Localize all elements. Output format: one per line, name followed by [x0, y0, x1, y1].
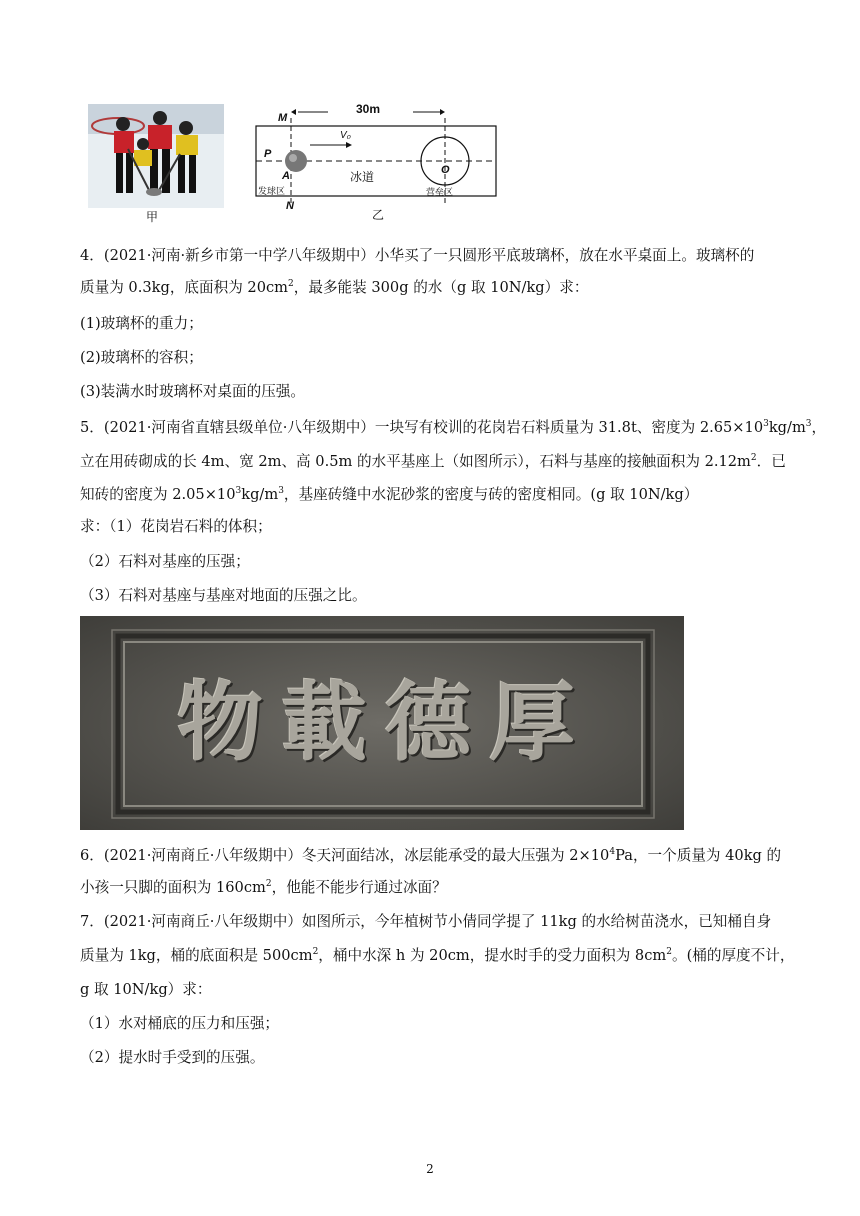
label-P: P	[264, 148, 272, 160]
q4-line-1: 4．(2021·河南·新乡市第一中学八年级期中）小华买了一只圆形平底玻璃杯，放在水平桌面上。玻璃杯的	[80, 247, 755, 264]
lane-label: 冰道	[350, 170, 375, 184]
q5-line-2: 立在用砖砌成的长 4m、宽 2m、高 0.5m 的水平基座上（如图所示），石料与基座的接触面积为 $2.12m^2$．已	[80, 453, 786, 470]
distance-label: 30m	[356, 102, 381, 116]
q7-line-3: g 取 10N/kg）求：	[80, 981, 212, 998]
diagram-caption: 乙	[372, 208, 385, 222]
house-zone-label: 营垒区	[426, 188, 454, 198]
q4-line-2: 质量为 0.3kg，底面积为 $20cm^2$，最多能装 300g 的水（g 取 10N/kg）求：	[80, 279, 589, 296]
q5-line-1: 5．(2021·河南省直辖县级单位·八年级期中）一块写有校训的花岗岩石料质量为 31.8t、密度为 $2.65\times 10^3kg/m^3$，	[80, 419, 827, 436]
label-A: A	[282, 170, 290, 182]
q4-item-1: (1)玻璃杯的重力；	[80, 315, 203, 332]
curling-lane-diagram	[248, 102, 508, 228]
q5-item-2: （2）石料对基座的压强；	[80, 553, 250, 570]
q6-line-1: 6．(2021·河南商丘·八年级期中）冬天河面结冰，冰层能承受的最大压强为 $2\times 10^4Pa$，一个质量为 40kg 的	[80, 847, 782, 864]
q5-line-3: 知砖的密度为 $2.05\times 10^3kg/m^3$，基座砖缝中水泥砂浆的密度与砖的密度相同。(g 取 10N/kg）	[80, 486, 699, 503]
q4-item-2: (2)玻璃杯的容积；	[80, 349, 203, 366]
q6-line-2: 小孩一只脚的面积为 $160cm^2$，他能不能步行通过冰面？	[80, 879, 447, 896]
curling-photo-image	[88, 104, 224, 208]
velocity-label: V₀	[340, 130, 351, 141]
label-N: N	[286, 200, 294, 212]
q5-item-3: （3）石料对基座与基座对地面的压强之比。	[80, 587, 367, 604]
granite-stone-photo	[80, 616, 684, 830]
launch-zone-label: 发球区	[258, 187, 286, 197]
q7-line-2: 质量为 1kg，桶的底面积是 $500cm^2$，桶中水深 h 为 20cm，提水时手的受力面积为 $8cm^2$。(桶的厚度不计，	[80, 947, 795, 964]
q7-line-1: 7．(2021·河南商丘·八年级期中）如图所示，今年植树节小倩同学提了 11kg 的水给树苗浇水，已知桶自身	[80, 913, 772, 930]
label-O: O	[441, 164, 450, 176]
q7-item-1: （1）水对桶底的压力和压强；	[80, 1015, 280, 1032]
page-number: 2	[426, 1162, 434, 1176]
stone-inscription: 物載德厚	[177, 672, 593, 773]
q7-item-2: （2）提水时手受到的压强。	[80, 1049, 265, 1066]
photo-caption: 甲	[146, 210, 159, 224]
q5-item-1: 求：（1）花岗岩石料的体积；	[80, 518, 272, 535]
q4-item-3: (3)装满水时玻璃杯对桌面的压强。	[80, 383, 305, 400]
curling-photo	[88, 104, 224, 224]
label-M: M	[278, 112, 288, 124]
